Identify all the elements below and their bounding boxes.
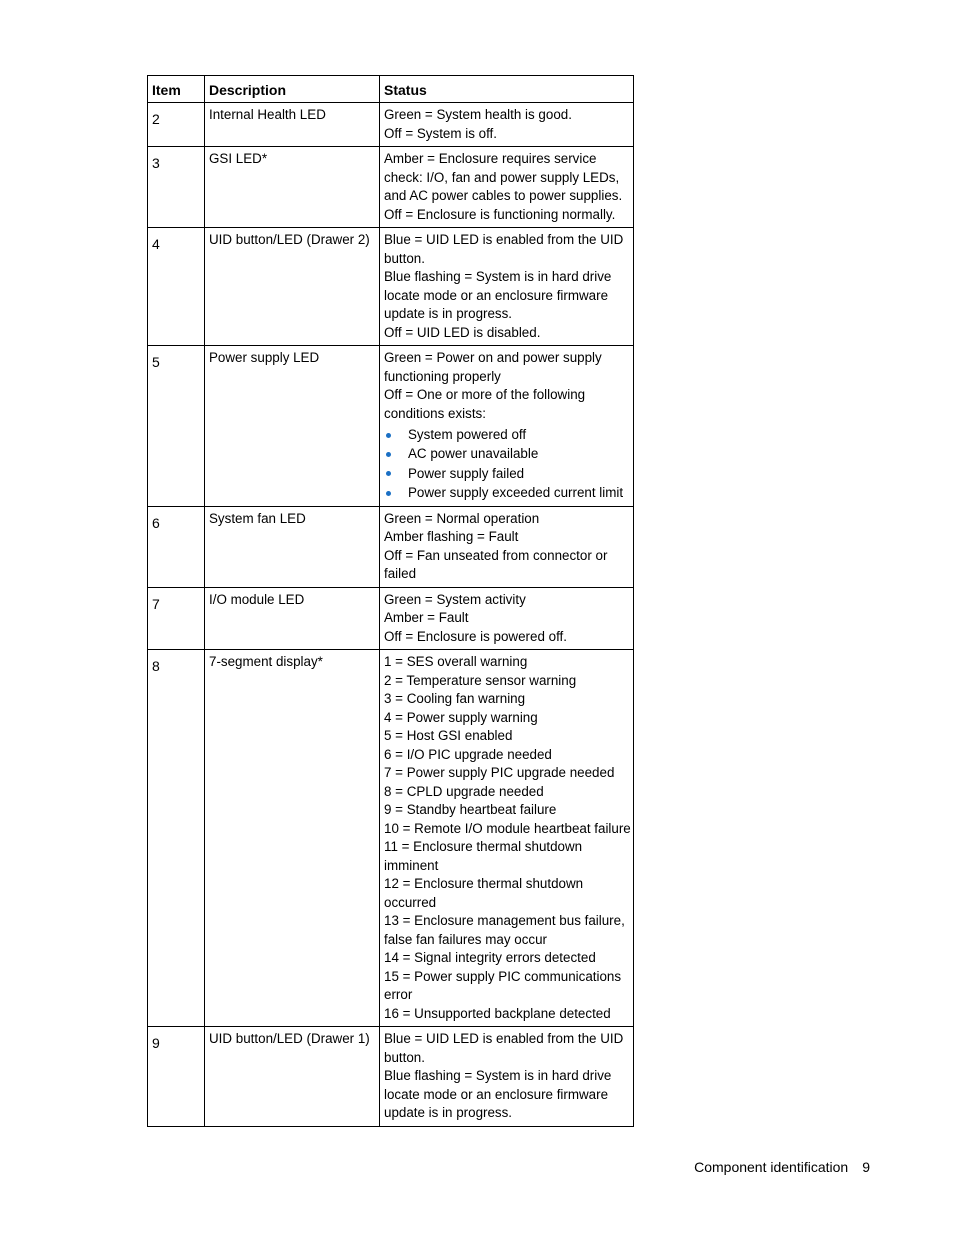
footer-section-title: Component identification <box>694 1159 849 1175</box>
status-cell <box>380 1027 634 1127</box>
item-number-cell: 6 <box>148 506 205 587</box>
status-line: 16 = Unsupported backplane detected <box>384 1005 611 1021</box>
status-line: 2 = Temperature sensor warning <box>384 672 577 688</box>
status-bullet-list <box>384 425 631 503</box>
status-cell <box>380 147 634 228</box>
status-line: 11 = Enclosure thermal shutdown imminent <box>384 839 583 873</box>
status-bullet-item <box>384 425 631 444</box>
status-bullet-item <box>384 483 631 502</box>
status-line: Blue = UID LED is enabled from the UID button. <box>384 1031 624 1065</box>
item-number-cell: 9 <box>148 1027 205 1127</box>
status-line: Blue flashing = System is in hard drive locate mode or an enclosure firmware update is in progress. <box>384 269 612 321</box>
table-row <box>148 587 634 650</box>
status-cell <box>380 228 634 346</box>
status-bullet-item <box>384 444 631 463</box>
description-cell: UID button/LED (Drawer 1) <box>205 1027 380 1127</box>
status-line: Green = System activity <box>384 591 526 607</box>
status-line: Off = Fan unseated from connector or failed <box>384 547 608 582</box>
status-line: Green = Power on and power supply functioning properly <box>384 350 602 384</box>
bullet-text: AC power unavailable <box>408 446 539 462</box>
description-cell: System fan LED <box>205 506 380 587</box>
status-line: 12 = Enclosure thermal shutdown occurred <box>384 876 584 910</box>
description-cell: I/O module LED <box>205 587 380 650</box>
status-cell <box>380 587 634 650</box>
item-number-cell: 4 <box>148 228 205 346</box>
status-line: 9 = Standby heartbeat failure <box>384 802 557 818</box>
bullet-dot-icon <box>386 471 391 476</box>
description-cell: GSI LED* <box>205 147 380 228</box>
status-line: 10 = Remote I/O module heartbeat failure <box>384 820 631 836</box>
status-bullet-item <box>384 464 631 483</box>
item-number-cell: 7 <box>148 587 205 650</box>
status-line: 5 = Host GSI enabled <box>384 728 513 744</box>
description-cell: 7-segment display* <box>205 650 380 1027</box>
description-cell: Power supply LED <box>205 346 380 507</box>
item-number-cell: 5 <box>148 346 205 507</box>
status-line: 4 = Power supply warning <box>384 709 538 725</box>
header-description: Description <box>205 76 380 103</box>
bullet-text: Power supply exceeded current limit <box>408 485 624 501</box>
status-line: Off = One or more of the following conditions exists: <box>384 387 586 421</box>
status-line: Off = Enclosure is powered off. <box>384 628 567 644</box>
page-number: 9 <box>862 1159 870 1175</box>
item-number-cell: 8 <box>148 650 205 1027</box>
header-status: Status <box>380 76 634 103</box>
table-row <box>148 346 634 507</box>
status-cell <box>380 506 634 587</box>
item-number-cell: 3 <box>148 147 205 228</box>
bullet-dot-icon <box>386 452 391 457</box>
status-line: Green = Normal operation <box>384 510 540 526</box>
status-line: 14 = Signal integrity errors detected <box>384 950 596 966</box>
status-line: Off = Enclosure is functioning normally. <box>384 206 616 222</box>
table-row <box>148 506 634 587</box>
bullet-dot-icon <box>386 491 391 496</box>
status-line: Blue flashing = System is in hard drive locate mode or an enclosure firmware update is in progress. <box>384 1068 612 1121</box>
table-header-row <box>148 76 634 103</box>
description-cell: UID button/LED (Drawer 2) <box>205 228 380 346</box>
bullet-text: System powered off <box>408 427 527 442</box>
status-line: Amber flashing = Fault <box>384 529 519 545</box>
table-row <box>148 103 634 147</box>
status-cell <box>380 103 634 147</box>
table-row <box>148 147 634 228</box>
item-number-cell: 2 <box>148 103 205 147</box>
status-line: Amber = Enclosure requires service check: I/O, fan and power supply LEDs, and AC power cables to power supplies. <box>384 151 623 203</box>
status-line: 3 = Cooling fan warning <box>384 691 526 707</box>
bullet-text: Power supply failed <box>408 465 525 481</box>
header-item: Item <box>148 76 205 103</box>
status-cell <box>380 346 634 507</box>
table-row <box>148 650 634 1027</box>
status-line: 6 = I/O PIC upgrade needed <box>384 746 552 762</box>
status-line: 7 = Power supply PIC upgrade needed <box>384 765 615 781</box>
table-row <box>148 228 634 346</box>
status-line: Green = System health is good. <box>384 107 572 122</box>
status-line: 8 = CPLD upgrade needed <box>384 783 544 799</box>
table-body <box>148 103 634 1127</box>
description-cell: Internal Health LED <box>205 103 380 147</box>
status-line: Off = UID LED is disabled. <box>384 324 541 340</box>
bullet-dot-icon <box>386 433 391 438</box>
status-line: Amber = Fault <box>384 610 469 626</box>
status-line: 15 = Power supply PIC communications error <box>384 968 622 1003</box>
status-line: Off = System is off. <box>384 125 497 141</box>
page-footer <box>694 1159 870 1175</box>
status-line: 13 = Enclosure management bus failure, false fan failures may occur <box>384 913 625 947</box>
component-table <box>147 75 634 1127</box>
status-cell <box>380 650 634 1027</box>
status-line: 1 = SES overall warning <box>384 654 528 670</box>
status-line: Blue = UID LED is enabled from the UID button. <box>384 232 624 266</box>
table-row <box>148 1027 634 1127</box>
